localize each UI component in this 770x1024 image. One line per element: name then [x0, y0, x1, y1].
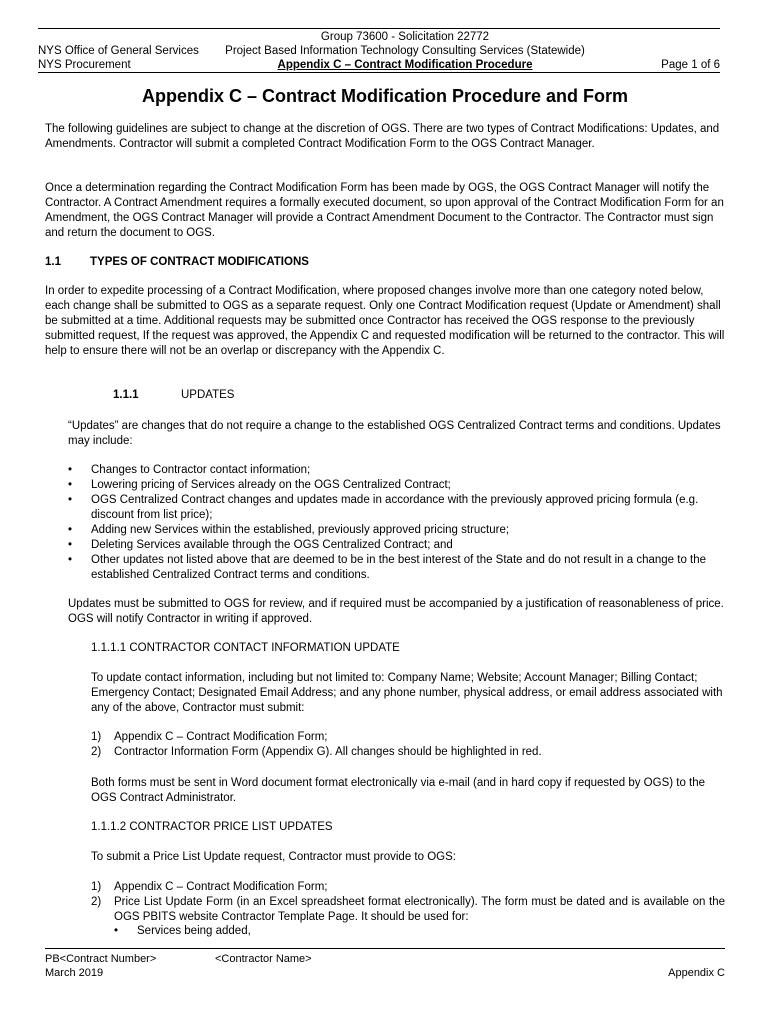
- header-group-solicitation: Group 73600 - Solicitation 22772: [320, 31, 490, 43]
- price-list-subbullets: [114, 924, 725, 939]
- contact-update-list: [91, 730, 725, 760]
- header-agency-name: NYS Office of General Services: [38, 45, 199, 57]
- bullet-icon: •: [68, 479, 73, 491]
- header-appendix-title: Appendix C – Contract Modification Procedure: [277, 59, 533, 71]
- bullet-icon: •: [68, 464, 73, 476]
- footer-contract-number: PB<Contract Number>: [45, 953, 157, 965]
- footer-date: March 2019: [45, 967, 104, 979]
- section-1-1-number: 1.1: [45, 256, 61, 268]
- price-list-body: To submit a Price List Update request, Contractor must provide to OGS:: [91, 851, 456, 863]
- document-title: Appendix C – Contract Modification Procedure and Form: [141, 86, 629, 106]
- header-top-rule: [38, 28, 720, 29]
- bullet-icon: •: [68, 554, 73, 566]
- header-bottom-rule: [38, 72, 720, 73]
- list-item: • Deleting Services available through the OGS Centralized Contract; and: [68, 539, 453, 551]
- list-item: • Lowering pricing of Services already on the OGS Centralized Contract;: [68, 479, 451, 491]
- list-item: 2) Price List Update Form (in an Excel spreadsheet format electronically). The form must be dated and is available on the OGS PBITS website Contractor Template Page. It should be used for:: [91, 896, 725, 923]
- footer-contract-info: [45, 952, 156, 980]
- footer-contractor-name: <Contractor Name>: [215, 953, 312, 965]
- contact-update-closing: Both forms must be sent in Word document format electronically via e-mail (and in hard copy if requested by OGS) to the OGS Contract Administrator.: [91, 777, 706, 804]
- section-1-1-1-number: 1.1.1: [113, 389, 139, 401]
- header-solicitation: [200, 30, 610, 72]
- updates-bullet-list: [68, 463, 725, 583]
- bullet-icon: •: [68, 494, 73, 506]
- list-item: • Changes to Contractor contact information;: [68, 464, 311, 476]
- bullet-icon: •: [68, 524, 73, 536]
- footer-appendix-label: Appendix C: [668, 967, 725, 979]
- footer-rule: [45, 948, 725, 949]
- section-1-1-heading: TYPES OF CONTRACT MODIFICATIONS: [90, 256, 309, 268]
- section-1-1-1-heading: UPDATES: [181, 389, 235, 401]
- intro-paragraph-1: The following guidelines are subject to change at the discretion of OGS. There are two types of Contract Modifications: Updates, and Amendments. Contractor will submit a completed Contract Modification Form to the OGS Contract Manager.: [45, 123, 720, 150]
- header-agency-division: NYS Procurement: [38, 59, 131, 71]
- list-item: 1) Appendix C – Contract Modification Form;: [91, 731, 328, 743]
- intro-paragraph-2: Once a determination regarding the Contract Modification Form has been made by OGS, the OGS Contract Manager will notify the Contractor. A Contract Amendment requires a formally executed document, so upon approval of the Contract Modification Form for an Amendment, the OGS Contract Manager will provide a Contract Amendment Document to the Contractor. The Contractor must sign and return the document to OGS.: [45, 182, 724, 239]
- bullet-icon: •: [68, 539, 73, 551]
- list-item: 2) Contractor Information Form (Appendix G). All changes should be highlighted in red.: [91, 746, 542, 758]
- updates-intro: “Updates” are changes that do not require a change to the established OGS Centralized Contract terms and conditions. Updates may include:: [68, 420, 721, 447]
- price-list-list: [91, 880, 725, 925]
- list-item: • OGS Centralized Contract changes and updates made in accordance with the previously approved pricing formula (e.g. discount from list price);: [68, 494, 699, 521]
- header-contract-name: Project Based Information Technology Consulting Services (Statewide): [225, 45, 585, 57]
- list-item: • Adding new Services within the established, previously approved pricing structure;: [68, 524, 510, 536]
- section-1-1-body: In order to expedite processing of a Contract Modification, where proposed changes involve more than one category noted below, each change shall be submitted to OGS as a separate request. Only one Contract Modification request (Update or Amendment) shall be submitted at a time. Additional requests may be submitted once Contractor has received the OGS response to the previously submitted request, If the request was approved, the Appendix C and requested modification will be returned to the contractor. This will help to ensure there will not be an overlap or discrepancy with the Appendix C.: [45, 285, 725, 357]
- header-page-number: Page 1 of 6: [661, 59, 720, 71]
- bullet-icon: •: [114, 925, 119, 937]
- section-1-1-1-1-heading: 1.1.1.1 CONTRACTOR CONTACT INFORMATION UPDATE: [91, 642, 400, 654]
- updates-closing: Updates must be submitted to OGS for review, and if required must be accompanied by a justification of reasonableness of price. OGS will notify Contractor in writing if approved.: [68, 598, 724, 625]
- header-agency: [38, 44, 199, 72]
- list-item: 1) Appendix C – Contract Modification Form;: [91, 881, 328, 893]
- list-item: • Other updates not listed above that are deemed to be in the best interest of the State and do not result in a change to the established Centralized Contract terms and conditions.: [68, 554, 707, 581]
- contact-update-body: To update contact information, including but not limited to: Company Name; Website; Account Manager; Billing Contact; Emergency Contact; Designated Email Address; and any phone number, physical address, or email address associated with any of the above, Contractor must submit:: [91, 672, 723, 714]
- section-1-1-1-2-heading: 1.1.1.2 CONTRACTOR PRICE LIST UPDATES: [91, 821, 333, 833]
- list-item: • Services being added,: [114, 925, 251, 937]
